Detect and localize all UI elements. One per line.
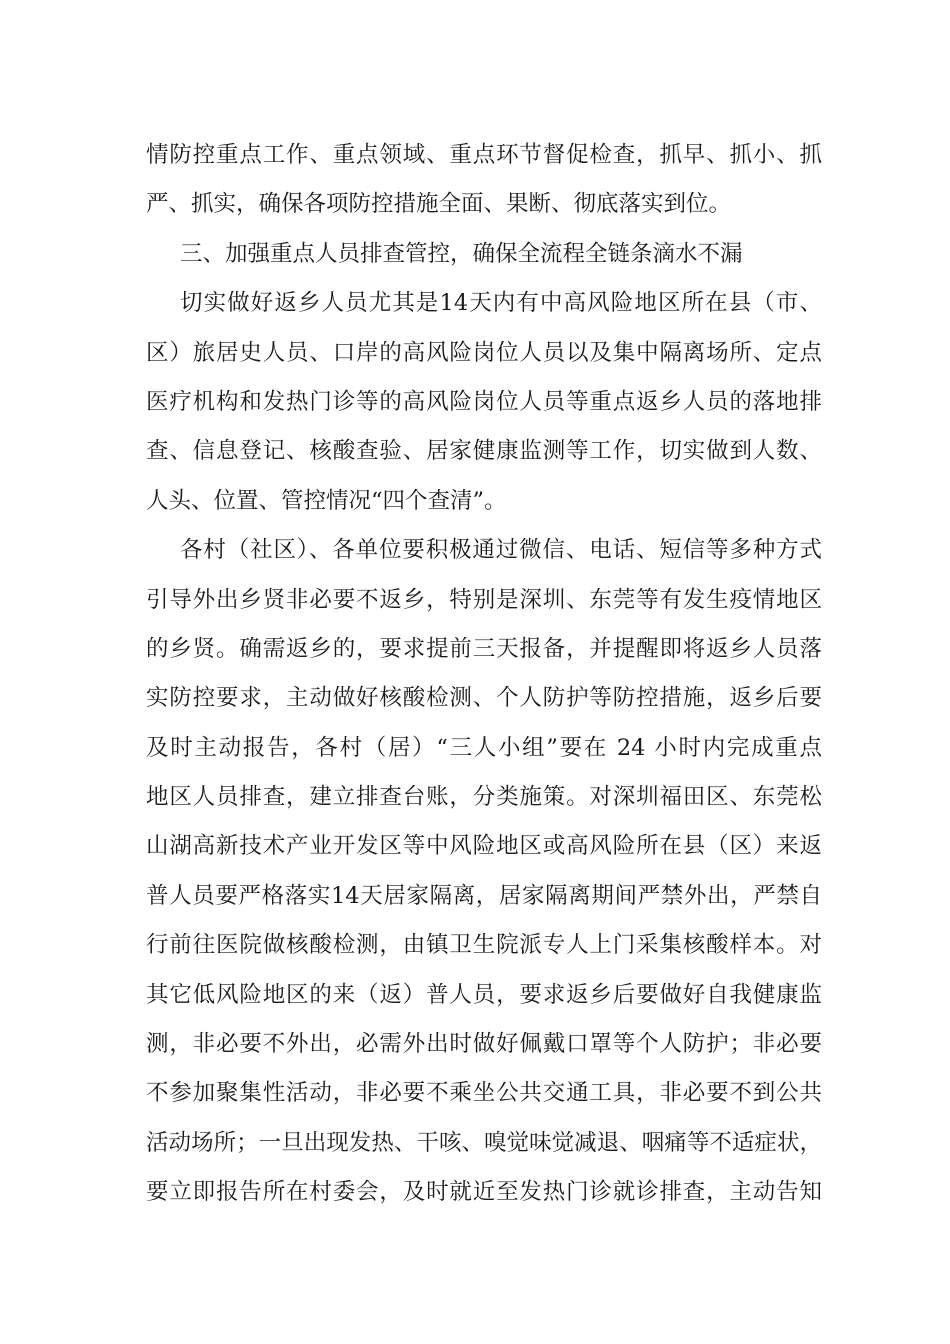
paragraph-line: 的乡贤。确需返乡的，要求提前三天报备，并提醒即将返乡人员落	[146, 635, 822, 662]
paragraph-line: 引导外出乡贤非必要不返乡，特别是深圳、东莞等有发生疫情地区	[146, 586, 822, 613]
section-heading: 三、加强重点人员排查管控，确保全流程全链条滴水不漏	[180, 240, 743, 267]
paragraph-line: 人头、位置、管控情况“四个查清”。	[146, 487, 507, 514]
paragraph-line: 不参加聚集性活动，非必要不乘坐公共交通工具，非必要不到公共	[146, 1080, 822, 1107]
paragraph-line: 情防控重点工作、重点领域、重点环节督促检查，抓早、抓小、抓	[146, 142, 822, 168]
paragraph-line: 查、信息登记、核酸查验、居家健康监测等工作，切实做到人数、	[146, 438, 822, 465]
paragraph-line: 各村（社区）、各单位要积极通过微信、电话、短信等多种方式	[180, 537, 822, 564]
paragraph-line: 医疗机构和发热门诊等的高风险岗位人员等重点返乡人员的落地排	[146, 388, 822, 415]
paragraph-line: 地区人员排查，建立排查台账，分类施策。对深圳福田区、东莞松	[146, 784, 822, 811]
paragraph-line: 实防控要求，主动做好核酸检测、个人防护等防控措施，返乡后要	[146, 685, 822, 712]
paragraph-line: 山湖高新技术产业开发区等中风险地区或高风险所在县（区）来返	[146, 833, 822, 860]
paragraph-line: 切实做好返乡人员尤其是14天内有中高风险地区所在县（市、	[180, 290, 822, 317]
paragraph-line: 行前往医院做核酸检测，由镇卫生院派专人上门采集核酸样本。对	[146, 932, 822, 959]
paragraph-line: 活动场所；一旦出现发热、干咳、嗅觉味觉减退、咽痛等不适症状，	[146, 1129, 822, 1156]
paragraph-line: 区）旅居史人员、口岸的高风险岗位人员以及集中隔离场所、定点	[146, 339, 822, 366]
paragraph-line: 严、抓实，确保各项防控措施全面、果断、彻底落实到位。	[146, 191, 732, 218]
paragraph-line: 要立即报告所在村委会，及时就近至发热门诊就诊排查，主动告知	[146, 1179, 822, 1206]
paragraph-line: 及时主动报告，各村（居）“三人小组”要在 24 小时内完成重点	[146, 734, 822, 761]
paragraph-line: 测，非必要不外出，必需外出时做好佩戴口罩等个人防护；非必要	[146, 1031, 822, 1058]
paragraph-line: 普人员要严格落实14天居家隔离，居家隔离期间严禁外出，严禁自	[146, 882, 822, 909]
document-body	[146, 131, 822, 1218]
paragraph-line: 其它低风险地区的来（返）普人员，要求返乡后要做好自我健康监	[146, 981, 822, 1008]
